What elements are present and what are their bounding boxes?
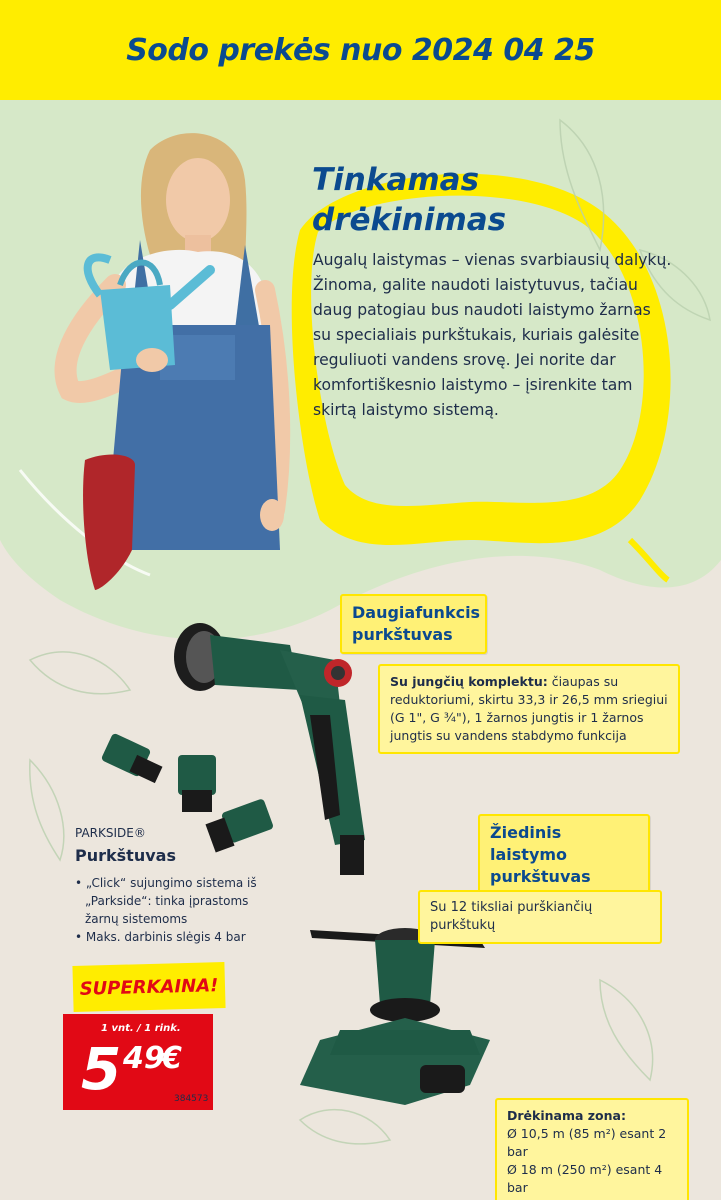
multi-sprayer-title [340, 594, 487, 654]
gardener-woman-image [40, 120, 300, 600]
superkaina-badge [72, 962, 225, 1012]
price-currency: € [161, 1041, 182, 1076]
article-headline [312, 160, 632, 240]
price-decimal: 49 [123, 1041, 165, 1076]
header-title: Sodo prekės nuo 2024 04 25 [126, 32, 595, 68]
product-features [75, 874, 275, 946]
multi-info-text: čiaupas su reduktoriumi, skirtu 33,3 ir 26,5 mm sriegiui (G 1", G ¾"), 1 žarnos jungtis ir 1 žarnos jungtis su vandens stabdymo funkcija [390, 674, 668, 743]
ring-sprinkler-title [478, 814, 650, 896]
header-bar [0, 0, 721, 100]
zone-line-2: Ø 18 m (250 m²) esant 4 bar [507, 1162, 663, 1195]
article-intro: Augalų laistymas – vienas svarbiausių dalykų. Žinoma, galite naudoti laistytuvus, tačiau daug patogiau bus naudoti laistymo žarnas su specialiais purkštukais, kuriais galėsite reguliuoti vandens srovę. Jei norite dar komfortiškesnio laistymo – įsirenkite tam skirtą laistymo sistemą. [313, 251, 672, 419]
multi-sprayer-info [378, 664, 680, 754]
headline-line-1: Tinkamas [312, 162, 480, 198]
price-integer: 5 [81, 1035, 122, 1103]
ring-title-line-2: purkštuvas [490, 867, 591, 886]
zone-line-1: Ø 10,5 m (85 m²) esant 2 bar [507, 1126, 667, 1159]
badge-text: SUPERKAINA! [79, 974, 219, 1000]
ring-title-line-1: Žiedinis laistymo [490, 823, 568, 864]
multi-info-bold: Su jungčių komplektu: [390, 674, 548, 689]
feature-item: • Maks. darbinis slėgis 4 bar [75, 930, 246, 944]
ring-sprinkler-info: Su 12 tiksliai purškiančių purkštukų [418, 890, 662, 944]
headline-line-2: drėkinimas [312, 202, 507, 238]
feature-item: • „Click“ sujungimo sistema iš „Parkside“: tinka įprastoms žarnų sistemoms [75, 876, 257, 926]
zone-label: Drėkinama zona: [507, 1108, 626, 1123]
product-name: Purkštuvas [75, 846, 176, 865]
price-unit: 1 vnt. / 1 rink. [101, 1023, 181, 1034]
coverage-zone-info [495, 1098, 689, 1200]
multi-title-line-1: Daugiafunkcis [352, 603, 481, 622]
multi-title-line-2: purkštuvas [352, 625, 453, 644]
product-brand: PARKSIDE® [75, 826, 146, 840]
product-code: 384573 [174, 1094, 209, 1104]
